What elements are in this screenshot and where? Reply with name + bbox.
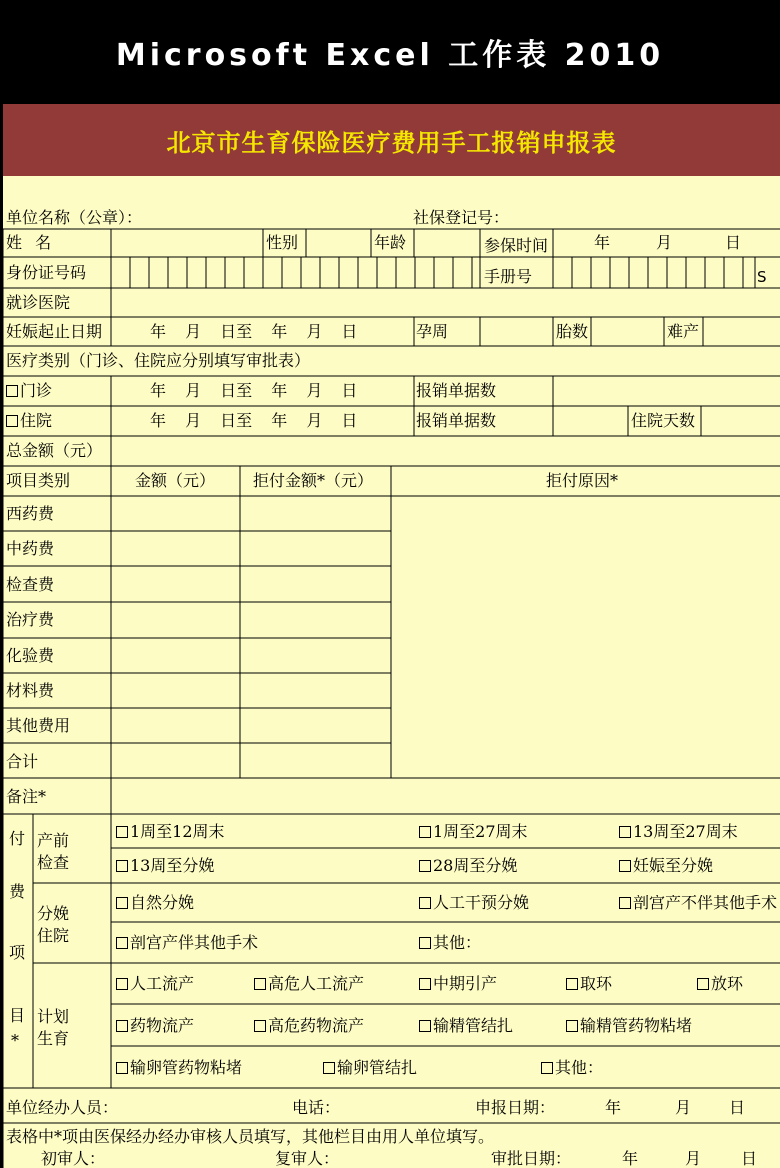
- prenatal-opt-checkbox[interactable]: [419, 858, 517, 874]
- outpatient-range: 年 月 日至 年 月 日: [150, 381, 358, 400]
- item-label: 西药费: [6, 504, 55, 523]
- planning-opt-checkbox[interactable]: [254, 1018, 364, 1034]
- insured-month-label: 月: [656, 233, 673, 252]
- items-refused-header: 拒付金额*（元）: [253, 471, 374, 490]
- items-reason-header: 拒付原因*: [546, 471, 619, 490]
- prenatal-opt-label: 1周至27周末: [433, 822, 528, 841]
- handler-label: 单位经办人员：: [6, 1098, 119, 1117]
- delivery-label: 分娩住院: [37, 904, 70, 945]
- prenatal-label: 产前检查: [37, 831, 70, 872]
- insured-time-label: 参保时间: [484, 236, 549, 255]
- report-month-label: 月: [675, 1098, 692, 1117]
- delivery-opt-label: 剖宫产伴其他手术: [130, 933, 259, 952]
- name-label: 姓 名: [6, 233, 56, 252]
- delivery-opt-checkbox[interactable]: [116, 935, 258, 951]
- delivery-opt-label: 自然分娩: [130, 893, 195, 912]
- inpatient-receipts-label: 报销单据数: [416, 411, 497, 430]
- planning-opt-label: 人工流产: [130, 974, 195, 993]
- item-label: 中药费: [6, 539, 55, 558]
- delivery-opt-checkbox[interactable]: [619, 895, 780, 911]
- planning-opt-checkbox[interactable]: [116, 976, 194, 992]
- planning-opt-checkbox[interactable]: [697, 976, 743, 992]
- inpatient-label: 住院: [20, 411, 53, 430]
- planning-opt-label: 放环: [711, 974, 744, 993]
- fetus-label: 胎数: [556, 322, 589, 341]
- prenatal-opt-checkbox[interactable]: [116, 858, 214, 874]
- planning-opt-label: 高危人工流产: [268, 974, 365, 993]
- item-label: 合计: [6, 752, 39, 771]
- planning-opt-checkbox[interactable]: [419, 976, 497, 992]
- approve-day-label: 日: [741, 1149, 758, 1168]
- outpatient-receipts-label: 报销单据数: [416, 381, 497, 400]
- total-label: 总金额（元）: [6, 441, 103, 460]
- prenatal-opt-checkbox[interactable]: [419, 824, 528, 840]
- planning-opt-checkbox[interactable]: [566, 976, 612, 992]
- gender-label: 性别: [266, 233, 299, 252]
- prenatal-opt-checkbox[interactable]: [619, 858, 713, 874]
- planning-opt-label: 输精管结扎: [433, 1016, 514, 1035]
- excel-banner: Microsoft Excel 工作表 2010: [0, 0, 780, 104]
- outpatient-checkbox[interactable]: [6, 383, 52, 399]
- pay-items-char: *: [11, 1031, 19, 1050]
- form-note: 表格中*项由医保经办经办审核人员填写，其他栏目由用人单位填写。: [6, 1127, 495, 1146]
- difficult-label: 难产: [667, 322, 700, 341]
- planning-opt-checkbox[interactable]: [541, 1060, 603, 1076]
- item-label: 其他费用: [6, 716, 71, 735]
- pay-items-char: 目: [9, 1006, 26, 1025]
- med-type-label: 医疗类别（门诊、住院应分别填写审批表）: [6, 351, 311, 370]
- pay-items-char: 付: [9, 829, 26, 848]
- planning-opt-label: 输卵管结扎: [337, 1058, 418, 1077]
- report-date-label: 申报日期：: [475, 1098, 556, 1117]
- inpatient-days-label: 住院天数: [631, 411, 696, 430]
- prenatal-opt-label: 13周至分娩: [130, 856, 215, 875]
- planning-opt-label: 输卵管药物粘堵: [130, 1058, 243, 1077]
- planning-opt-label: 取环: [580, 974, 613, 993]
- prenatal-opt-checkbox[interactable]: [116, 824, 225, 840]
- delivery-opt-label: 人工干预分娩: [433, 893, 530, 912]
- planning-opt-label: 输精管药物粘堵: [580, 1016, 693, 1035]
- second-review-label: 复审人：: [275, 1149, 340, 1168]
- report-day-label: 日: [729, 1098, 746, 1117]
- phone-label: 电话：: [292, 1098, 341, 1117]
- planning-opt-checkbox[interactable]: [566, 1018, 692, 1034]
- delivery-opt-checkbox[interactable]: [419, 935, 481, 951]
- planning-opt-checkbox[interactable]: [419, 1018, 513, 1034]
- weeks-label: 孕周: [416, 322, 449, 341]
- planning-opt-label: 药物流产: [130, 1016, 195, 1035]
- remark-label: 备注*: [6, 787, 47, 806]
- pregnancy-range: 年 月 日至 年 月 日: [150, 322, 358, 341]
- planning-opt-label: 高危药物流产: [268, 1016, 365, 1035]
- approve-year-label: 年: [622, 1149, 639, 1168]
- unit-name-label: 单位名称（公章）：: [6, 208, 143, 227]
- planning-opt-checkbox[interactable]: [116, 1060, 242, 1076]
- items-category-header: 项目类别: [6, 471, 71, 490]
- insured-year-label: 年: [594, 233, 611, 252]
- age-label: 年龄: [374, 233, 407, 252]
- approve-date-label: 审批日期：: [491, 1149, 572, 1168]
- pay-items-char: 项: [9, 943, 26, 962]
- planning-opt-label: 中期引产: [433, 974, 498, 993]
- hospital-label: 就诊医院: [6, 293, 71, 312]
- item-label: 材料费: [6, 681, 55, 700]
- outpatient-label: 门诊: [20, 381, 53, 400]
- delivery-opt-label: 剖宫产不伴其他手术: [633, 895, 778, 911]
- inpatient-checkbox[interactable]: [6, 413, 52, 429]
- planning-opt-checkbox[interactable]: [254, 976, 364, 992]
- prenatal-opt-label: 妊娠至分娩: [633, 856, 714, 875]
- pregnancy-label: 妊娠起止日期: [6, 322, 103, 341]
- approve-month-label: 月: [685, 1149, 702, 1168]
- prenatal-opt-label: 1周至12周末: [130, 822, 225, 841]
- reg-no-label: 社保登记号：: [413, 208, 510, 227]
- prenatal-opt-checkbox[interactable]: [619, 824, 738, 840]
- insured-day-label: 日: [725, 233, 742, 252]
- item-label: 化验费: [6, 646, 55, 665]
- handbook-label: 手册号: [484, 267, 533, 286]
- delivery-opt-checkbox[interactable]: [419, 895, 529, 911]
- s-mark: S: [757, 268, 767, 286]
- planning-label: 计划生育: [37, 1007, 70, 1048]
- pay-items-char: 费: [9, 882, 26, 901]
- delivery-opt-checkbox[interactable]: [116, 895, 194, 911]
- planning-opt-checkbox[interactable]: [323, 1060, 417, 1076]
- planning-opt-label: 其他：: [555, 1058, 604, 1077]
- inpatient-range: 年 月 日至 年 月 日: [150, 411, 358, 430]
- prenatal-opt-label: 13周至27周末: [633, 822, 738, 841]
- id-no-label: 身份证号码: [6, 263, 87, 282]
- prenatal-opt-label: 28周至分娩: [433, 856, 518, 875]
- first-review-label: 初审人：: [41, 1149, 106, 1168]
- form-sheet: [3, 176, 780, 1168]
- planning-opt-checkbox[interactable]: [116, 1018, 194, 1034]
- form-title: 北京市生育保险医疗费用手工报销申报表: [3, 104, 780, 176]
- report-year-label: 年: [605, 1098, 622, 1117]
- delivery-opt-label: 其他：: [433, 933, 482, 952]
- items-amount-header: 金额（元）: [135, 471, 216, 490]
- item-label: 检查费: [6, 575, 55, 594]
- item-label: 治疗费: [6, 610, 55, 629]
